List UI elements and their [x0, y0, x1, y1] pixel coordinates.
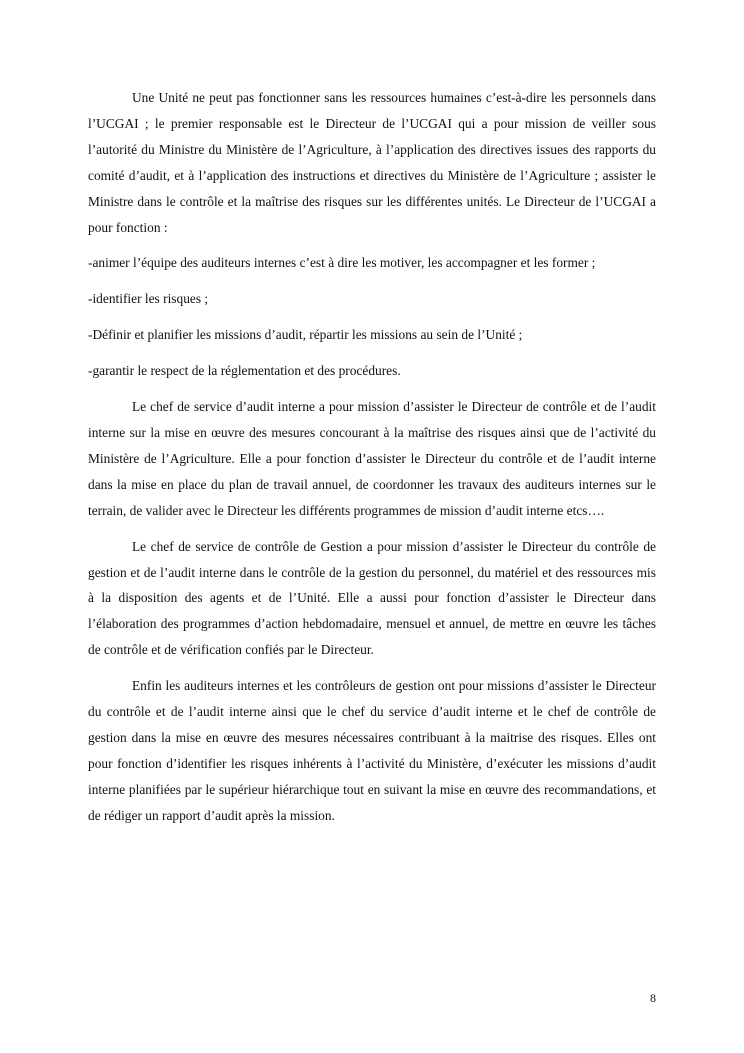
paragraph-auditeurs: Enfin les auditeurs internes et les contrôleurs de gestion ont pour missions d’assister le Directeur du contrôle et de l’audit interne ainsi que le chef du service d’audit interne et le chef de contrôle de gestion dans la mise en œuvre des mesures nécessaires contribuant à la maitrise des risques. Elles ont pour fonction d’identifier les risques inhérents à l’activité du Ministère, d’exécuter les missions d’audit interne planifiées par le supérieur hiérarchique tout en suivant la mise en œuvre des recommandations, et de rédiger un rapport d’audit après la mission. — [88, 678, 656, 823]
list-item-identifier: -identifier les risques ; — [88, 291, 209, 307]
document-body — [88, 85, 656, 829]
paragraph-controle-gestion: Le chef de service de contrôle de Gestion a pour mission d’assister le Directeur du contrôle de gestion et de l’audit interne dans le contrôle de la gestion du personnel, du matériel et des ressources mis à la disposition des agents et de l’Unité. Elle a aussi pour fonction d’assister le Directeur dans l’élaboration des programmes d’action hebdomadaire, mensuel et annuel, de mettre en œuvre les tâches de contrôle et de vérification confiés par le Directeur. — [88, 538, 656, 658]
list-item-garantir: -garantir le respect de la réglementation et des procédures. — [88, 363, 401, 379]
page-number: 8 — [650, 991, 656, 1005]
paragraph-audit-interne: Le chef de service d’audit interne a pour mission d’assister le Directeur de contrôle et de l’audit interne sur la mise en œuvre des mesures concourant à la maîtrise des risques ainsi que de l’activité du Ministère de l’Agriculture. Elle a pour fonction d’assister le Directeur du contrôle et de l’audit interne dans la mise en place du plan de travail annuel, de coordonner les travaux des auditeurs internes sur le terrain, de valider avec le Directeur les différents programmes de mission d’audit interne etcs…. — [88, 399, 656, 518]
paragraph-intro: Une Unité ne peut pas fonctionner sans les ressources humaines c’est-à-dire les personnels dans l’UCGAI ; le premier responsable est le Directeur de l’UCGAI qui a pour mission de veiller sous l’autorité du Ministre du Ministère de l’Agriculture, à l’application des directives issues des rapports du comité d’audit, et à l’application des instructions et directives du Ministère de l’Agriculture ; assister le Ministre dans le contrôle et la maîtrise des risques sur les différentes unités. Le Directeur de l’UCGAI a pour fonction : — [88, 90, 656, 235]
list-item-animer: -animer l’équipe des auditeurs internes c’est à dire les motiver, les accompagner et les former ; — [88, 255, 596, 271]
list-item-definir: -Définir et planifier les missions d’audit, répartir les missions au sein de l’Unité ; — [88, 327, 523, 343]
